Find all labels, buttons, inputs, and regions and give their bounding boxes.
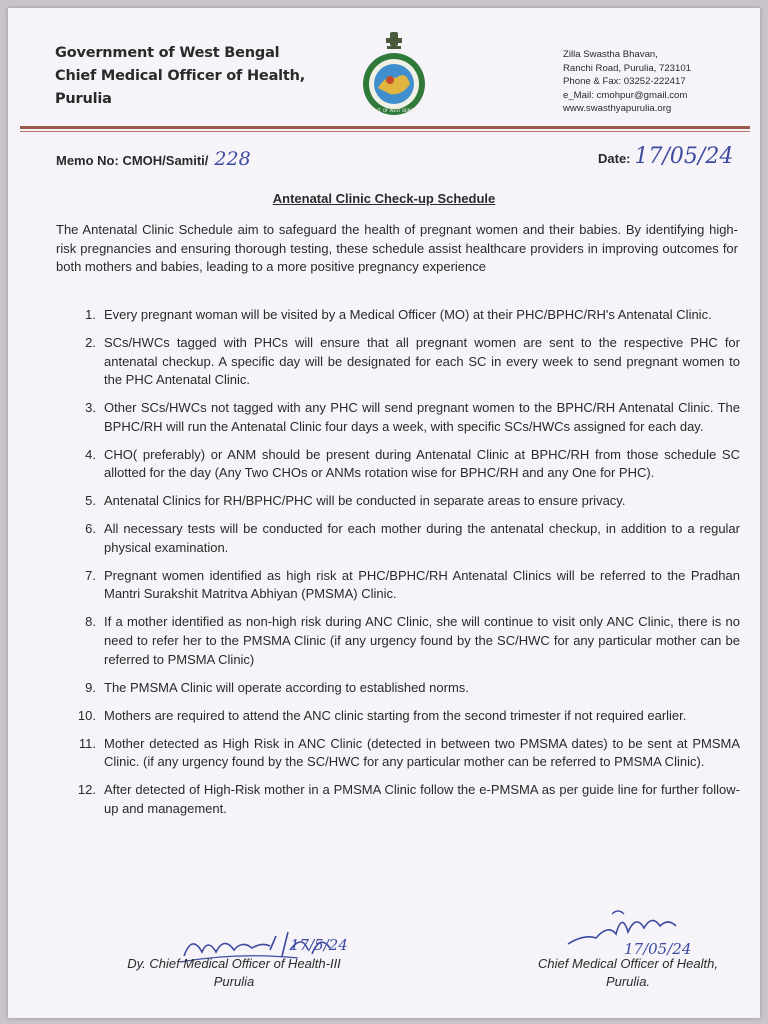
- email: e_Mail: cmohpur@gmail.com: [563, 89, 688, 101]
- memo-handwritten-number: 228: [214, 148, 251, 170]
- memo-date: [598, 144, 733, 169]
- item-number: 1.: [85, 307, 96, 322]
- list-item: [56, 399, 740, 436]
- item-number: 2.: [85, 334, 96, 350]
- item-text: If a mother identified as non-high risk during ANC Clinic, she will continue to visit only ANC Clinic, there is no need to refer her to the PMSMA Clinic (if any urgency found by the SC/HWC for any particular mother can be referred to PMSMA Clinic): [104, 614, 740, 667]
- org-line-district: Purulia: [55, 91, 112, 107]
- header-rule: [20, 126, 750, 129]
- document-title: Antenatal Clinic Check-up Schedule: [272, 191, 496, 206]
- list-item: [56, 613, 740, 669]
- org-line-office: Chief Medical Officer of Health,: [55, 68, 306, 84]
- item-text: Antenatal Clinics for RH/BPHC/PHC will be conducted in separate areas to ensure privacy.: [104, 493, 626, 509]
- list-item: [56, 334, 740, 390]
- signatory-right-place: Purulia.: [605, 974, 651, 989]
- address-line: Zilla Swastha Bhavan,: [563, 49, 658, 60]
- intro-paragraph: The Antenatal Clinic Schedule aim to safeguard the health of pregnant women and their babies. By identifying high-risk pregnancies and ensuring thorough testing, these schedule assist healthcare providers in improving outcomes for both mothers and babies, leading to a more positive pregnancy experience: [56, 222, 738, 275]
- signatory-right: [508, 955, 748, 991]
- item-number: 11.: [78, 735, 96, 751]
- signatory-left: [104, 955, 364, 991]
- schedule-list: [56, 306, 740, 828]
- list-item: [56, 306, 740, 325]
- item-text: Every pregnant woman will be visited by a Medical Officer (MO) at their PHC/BPHC/RH's Antenatal Clinic.: [104, 307, 712, 322]
- memo-label: Memo No: CMOH/Samiti/: [56, 153, 209, 168]
- item-text: Pregnant women identified as high risk at PHC/BPHC/RH Antenatal Clinics will be referred to the Pradhan Mantri Surakshit Matritva Abhiyan (PMSMA) Clinic.: [104, 567, 740, 602]
- item-text: Mothers are required to attend the ANC clinic starting from the second trimester if not required earlier.: [104, 707, 687, 723]
- date-handwritten-value: 17/05/24: [634, 144, 734, 169]
- west-bengal-emblem-icon: [360, 30, 428, 120]
- org-line-government: Government of West Bengal: [55, 45, 280, 61]
- item-number: 3.: [85, 400, 96, 416]
- item-text: CHO( preferably) or ANM should be present during Antenatal Clinic at BPHC/RH from those schedule SC allotted for the day (Any Two CHOs or ANMs rotation wise for BPHC/RH and any One for PHC).: [104, 446, 740, 481]
- signatory-left-title: Dy. Chief Medical Officer of Health-III: [127, 956, 341, 971]
- address-line: Ranchi Road, Purulia, 723101: [563, 62, 692, 74]
- item-number: 12.: [77, 782, 96, 798]
- date-label: Date:: [598, 151, 631, 166]
- item-number: 4.: [85, 446, 96, 462]
- right-signature-icon: [564, 904, 734, 958]
- item-number: 8.: [85, 614, 96, 630]
- signatory-right-title: Chief Medical Officer of Health,: [538, 956, 718, 971]
- list-item: [56, 781, 740, 818]
- list-item: [56, 567, 740, 604]
- list-item: [56, 446, 740, 483]
- item-text: All necessary tests will be conducted for each mother during the antenatal checkup, in addition to a regular physical examination.: [104, 521, 740, 555]
- item-text: After detected of High-Risk mother in a PMSMA Clinic follow the e-PMSMA as per guide line for further follow-up and management.: [104, 782, 740, 816]
- list-item: [56, 520, 740, 557]
- item-number: 10.: [77, 707, 96, 723]
- item-number: 9.: [85, 679, 96, 695]
- issuing-office: [55, 42, 305, 111]
- list-item: [56, 735, 740, 772]
- memo-number: [56, 148, 251, 170]
- list-item: [56, 679, 740, 698]
- item-text: Other SCs/HWCs not tagged with any PHC will send pregnant women to the BPHC/RH Antenatal Clinic. The BPHC/RH will run the Antenatal Clinic four days a week, with specific SCs/HWCs assigned for each day.: [104, 400, 740, 434]
- signatory-left-place: Purulia: [213, 974, 255, 989]
- list-item: [56, 492, 740, 511]
- header-rule-thin: [20, 131, 750, 132]
- item-number: 6.: [85, 521, 96, 537]
- svg-text:GOVT. OF WEST BENGAL: GOVT. OF WEST BENGAL: [369, 108, 419, 113]
- item-number: 5.: [85, 493, 96, 509]
- item-number: 7.: [85, 567, 96, 583]
- left-signature-date: 17/5/24: [290, 936, 348, 954]
- phone-fax: Phone & Fax: 03252-222417: [563, 76, 686, 88]
- right-signature-date: 17/05/24: [624, 940, 692, 958]
- item-text: Mother detected as High Risk in ANC Clinic (detected in between two PMSMA dates) to be sent at PMSMA Clinic. (if any urgency found by the SC/HWC for any particular mother can be referred to PMSMA Clinic).: [104, 735, 740, 770]
- item-text: The PMSMA Clinic will operate according to established norms.: [104, 679, 469, 695]
- document-page: [8, 8, 760, 1018]
- item-text: SCs/HWCs tagged with PHCs will ensure that all pregnant women are sent to the respective PHC for antenatal checkup. A specific day will be designated for each SC in every week to send pregnant women to the PHC Antenatal Clinic.: [104, 334, 740, 388]
- website: www.swasthyapurulia.org: [563, 103, 672, 115]
- list-item: [56, 707, 740, 726]
- office-address: [563, 48, 691, 116]
